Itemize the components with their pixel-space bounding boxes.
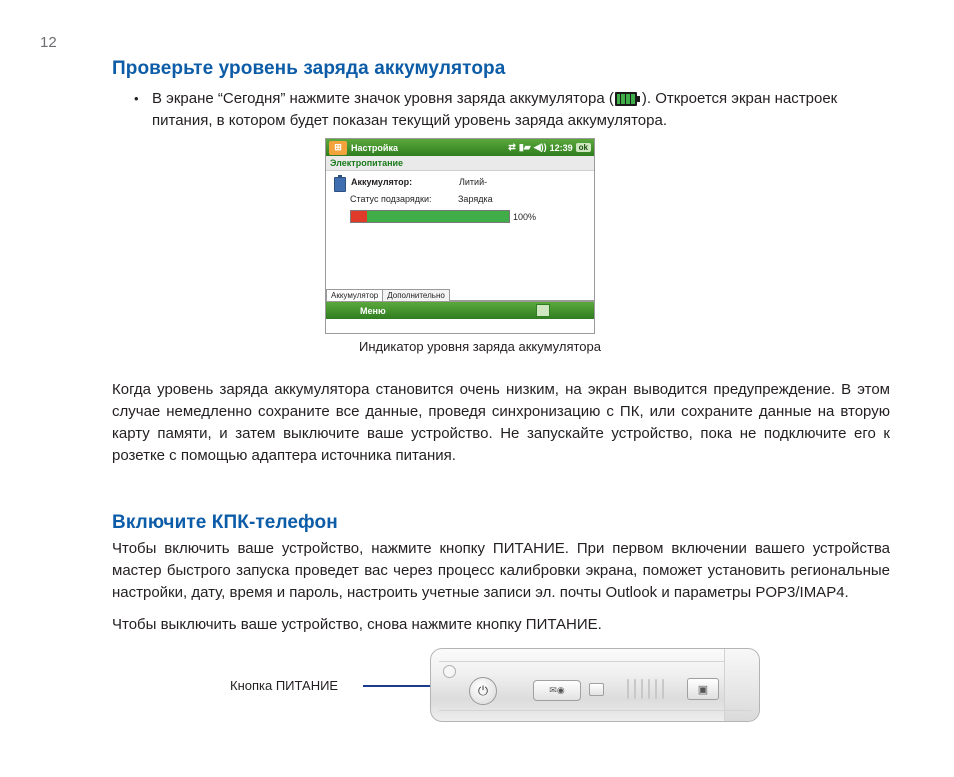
bullet-text <box>152 88 892 132</box>
battery-progress-bar <box>350 210 510 223</box>
device-window-title: Настройка <box>351 142 398 153</box>
tab-battery[interactable]: Аккумулятор <box>326 289 383 301</box>
battery-warning-paragraph: Когда уровень заряда аккумулятора становится очень низким, на экран выводится предупреждение. В этом случае немедленно сохраните все данные, проведя синхронизацию с ПК, или сохраните данные на вторую карту памяти, и затем выключите ваше устройство. Не запускайте устройство, пока не подключите его к розетке с помощью адаптера источника питания. <box>112 381 890 464</box>
charge-status-value: Зарядка <box>458 194 493 204</box>
callout-label-power-button: Кнопка ПИТАНИЕ <box>230 678 339 693</box>
device-title-bar <box>326 139 594 156</box>
battery-field-label: Аккумулятор: <box>351 177 413 187</box>
content-column <box>112 58 892 132</box>
page-number: 12 <box>40 34 57 51</box>
section-heading-battery: Проверьте уровень заряда аккумулятора <box>112 58 506 79</box>
device-subtitle: Электропитание <box>326 156 594 171</box>
section-heading-power-on: Включите КПК-телефон <box>112 512 338 533</box>
battery-status-icon <box>334 177 346 192</box>
device-clock[interactable]: 12:39 <box>549 142 573 153</box>
ok-button[interactable]: ok <box>576 143 591 152</box>
bullet-text-after: ). Откроется экран настроек питания, в котором будет показан текущий уровень заряда аккумулятора. <box>152 90 838 129</box>
device-photo <box>430 648 760 722</box>
device-tab-strip <box>326 289 594 302</box>
power-on-paragraph-1: Чтобы включить ваше устройство, нажмите кнопку ПИТАНИЕ. При первом включении вашего устройства мастер быстрого запуска проведет вас через процесс калибровки экрана, поможет установить региональные настройки, дату, время и пароль, настроить учетные записи эл. почты Outlook и параметры POP3/IMAP4. <box>112 540 890 601</box>
device-screenshot-figure <box>325 138 595 334</box>
keyboard-icon[interactable] <box>536 304 550 317</box>
battery-field-row <box>334 177 586 192</box>
power-icon[interactable]: ⏻ <box>469 677 497 705</box>
device-screen-body <box>326 171 594 302</box>
device-corner-circle <box>443 665 456 678</box>
messaging-icon[interactable]: ✉◉ <box>533 680 581 701</box>
connectivity-icon[interactable]: ⇄ <box>508 142 516 152</box>
charge-bar-row <box>350 210 586 223</box>
battery-bar-low-segment <box>351 211 367 222</box>
signal-strength-icon[interactable]: ▮▰ <box>518 142 531 152</box>
figure-caption: Индикатор уровня заряда аккумулятора <box>359 339 601 354</box>
device-edge-line-bottom <box>439 710 751 711</box>
device-menu-bar <box>326 302 594 319</box>
battery-field-value: Литий- <box>459 177 488 187</box>
charge-percent-label: 100% <box>513 211 537 222</box>
battery-icon <box>615 92 641 106</box>
device-menu-button[interactable]: Меню <box>360 305 386 316</box>
battery-warning-block <box>112 379 890 467</box>
bullet-marker: • <box>134 91 139 106</box>
bullet-item-battery <box>134 88 892 132</box>
envelope-icon[interactable] <box>589 683 604 696</box>
power-on-block <box>112 490 890 636</box>
volume-icon[interactable]: ◀)) <box>533 142 547 152</box>
windows-start-icon[interactable]: ⊞ <box>329 141 347 155</box>
tab-strip-filler <box>449 299 594 301</box>
battery-bar-fill <box>367 211 509 222</box>
tab-advanced[interactable]: Дополнительно <box>382 289 450 301</box>
charge-status-row <box>350 194 586 204</box>
charge-status-label: Статус подзарядки: <box>350 194 432 204</box>
device-photo-figure <box>230 648 770 738</box>
bullet-text-before: В экране “Сегодня” нажмите значок уровня заряда аккумулятора ( <box>152 90 614 107</box>
device-edge-line-top <box>439 661 751 662</box>
speaker-grille-icon <box>627 679 667 699</box>
device-status-tray <box>508 142 591 153</box>
camera-icon[interactable]: ▣ <box>687 678 719 700</box>
power-on-paragraph-2: Чтобы выключить ваше устройство, снова нажмите кнопку ПИТАНИЕ. <box>112 616 602 633</box>
